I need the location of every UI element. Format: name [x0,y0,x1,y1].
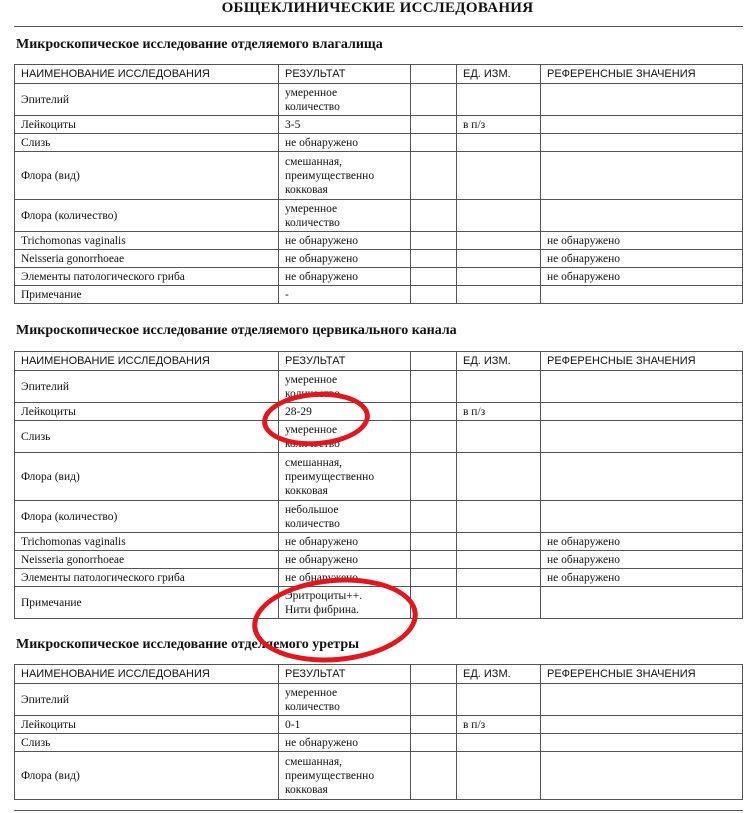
unit-value [457,200,541,232]
blank-cell [411,569,457,587]
reference-value [541,403,743,421]
table-row [15,232,743,250]
table-row [15,152,743,200]
unit-value: в п/з [457,403,541,421]
reference-value: не обнаружено [541,250,743,268]
unit-value [457,551,541,569]
header-name: НАИМЕНОВАНИЕ ИССЛЕДОВАНИЯ [15,352,279,371]
header-blank [411,665,457,684]
blank-cell [411,752,457,800]
vaginal-results-table [14,64,743,304]
table-row [15,716,743,734]
test-name: Примечание [15,286,279,304]
header-unit: ЕД. ИЗМ. [457,352,541,371]
result-value: умеренное количество [279,421,411,453]
test-name: Примечание [15,587,279,619]
result-value: не обнаружено [279,569,411,587]
blank-cell [411,734,457,752]
test-name: Элементы патологического гриба [15,268,279,286]
table-row [15,200,743,232]
blank-cell [411,533,457,551]
result-value: Эритроциты++. Нити фибрина. [279,587,411,619]
table-row [15,501,743,533]
cervical-results-table [14,351,743,619]
table-row [15,569,743,587]
reference-value [541,152,743,200]
result-value: не обнаружено [279,533,411,551]
test-name: Лейкоциты [15,403,279,421]
unit-value [457,587,541,619]
reference-value [541,752,743,800]
bottom-rule [14,810,743,811]
result-value: небольшое количество [279,501,411,533]
result-value: умеренное количество [279,684,411,716]
result-value: умеренное количество [279,84,411,116]
test-name: Neisseria gonorrhoeae [15,551,279,569]
section-title-urethral: Микроскопическое исследование отделяемого уретры [16,637,360,652]
result-value: не обнаружено [279,268,411,286]
test-name: Флора (вид) [15,152,279,200]
table-row [15,734,743,752]
test-name: Флора (количество) [15,200,279,232]
unit-value [457,268,541,286]
header-blank [411,352,457,371]
table-row [15,403,743,421]
result-value: 28-29 [279,403,411,421]
unit-value [457,371,541,403]
unit-value [457,84,541,116]
header-name: НАИМЕНОВАНИЕ ИССЛЕДОВАНИЯ [15,665,279,684]
table-row [15,453,743,501]
unit-value [457,286,541,304]
unit-value: в п/з [457,716,541,734]
result-value: смешанная, преимущественно кокковая [279,152,411,200]
blank-cell [411,268,457,286]
reference-value [541,84,743,116]
reference-value [541,200,743,232]
unit-value [457,569,541,587]
table-row [15,587,743,619]
reference-value [541,134,743,152]
result-value: 0-1 [279,716,411,734]
blank-cell [411,152,457,200]
result-value: не обнаружено [279,250,411,268]
blank-cell [411,84,457,116]
unit-value [457,421,541,453]
header-result: РЕЗУЛЬТАТ [279,352,411,371]
table-row [15,533,743,551]
test-name: Слизь [15,421,279,453]
blank-cell [411,286,457,304]
header-name: НАИМЕНОВАНИЕ ИССЛЕДОВАНИЯ [15,65,279,84]
header-result: РЕЗУЛЬТАТ [279,65,411,84]
reference-value [541,286,743,304]
unit-value [457,250,541,268]
result-value: смешанная, преимущественно кокковая [279,752,411,800]
header-ref: РЕФЕРЕНСНЫЕ ЗНАЧЕНИЯ [541,352,743,371]
table-header-row [15,352,743,371]
table-row [15,371,743,403]
unit-value [457,533,541,551]
table-header-row [15,65,743,84]
reference-value [541,453,743,501]
test-name: Флора (вид) [15,453,279,501]
table-row [15,268,743,286]
table-row [15,250,743,268]
blank-cell [411,684,457,716]
test-name: Neisseria gonorrhoeae [15,250,279,268]
reference-value: не обнаружено [541,551,743,569]
result-value: смешанная, преимущественно кокковая [279,453,411,501]
test-name: Элементы патологического гриба [15,569,279,587]
table-header-row [15,665,743,684]
reference-value [541,734,743,752]
test-name: Лейкоциты [15,716,279,734]
test-name: Эпителий [15,84,279,116]
unit-value [457,752,541,800]
unit-value [457,152,541,200]
reference-value [541,684,743,716]
blank-cell [411,250,457,268]
reference-value [541,371,743,403]
table-row [15,286,743,304]
reference-value: не обнаружено [541,533,743,551]
result-value: не обнаружено [279,134,411,152]
test-name: Эпителий [15,371,279,403]
blank-cell [411,232,457,250]
header-unit: ЕД. ИЗМ. [457,65,541,84]
unit-value [457,734,541,752]
reference-value [541,587,743,619]
test-name: Trichomonas vaginalis [15,533,279,551]
blank-cell [411,371,457,403]
blank-cell [411,716,457,734]
section-title-cervical: Микроскопическое исследование отделяемого цервикального канала [16,323,457,338]
blank-cell [411,134,457,152]
reference-value [541,716,743,734]
test-name: Флора (количество) [15,501,279,533]
test-name: Слизь [15,734,279,752]
blank-cell [411,403,457,421]
table-row [15,116,743,134]
reference-value: не обнаружено [541,569,743,587]
test-name: Флора (вид) [15,752,279,800]
result-value: не обнаружено [279,551,411,569]
unit-value: в п/з [457,116,541,134]
table-row [15,684,743,716]
table-row [15,752,743,800]
header-ref: РЕФЕРЕНСНЫЕ ЗНАЧЕНИЯ [541,665,743,684]
blank-cell [411,200,457,232]
reference-value [541,501,743,533]
reference-value [541,116,743,134]
reference-value: не обнаружено [541,232,743,250]
test-name: Trichomonas vaginalis [15,232,279,250]
header-blank [411,65,457,84]
unit-value [457,232,541,250]
unit-value [457,684,541,716]
reference-value [541,421,743,453]
unit-value [457,453,541,501]
test-name: Эпителий [15,684,279,716]
title-rule [14,26,743,27]
result-value: не обнаружено [279,734,411,752]
blank-cell [411,453,457,501]
table-row [15,551,743,569]
header-result: РЕЗУЛЬТАТ [279,665,411,684]
header-unit: ЕД. ИЗМ. [457,665,541,684]
blank-cell [411,116,457,134]
result-value: умеренное количество [279,200,411,232]
urethral-results-table [14,664,743,800]
result-value: не обнаружено [279,232,411,250]
table-row [15,134,743,152]
test-name: Лейкоциты [15,116,279,134]
unit-value [457,134,541,152]
blank-cell [411,501,457,533]
blank-cell [411,551,457,569]
blank-cell [411,587,457,619]
result-value: умеренное количество [279,371,411,403]
blank-cell [411,421,457,453]
table-row [15,421,743,453]
result-value: - [279,286,411,304]
reference-value: не обнаружено [541,268,743,286]
unit-value [457,501,541,533]
page-title: ОБЩЕКЛИНИЧЕСКИЕ ИССЛЕДОВАНИЯ [221,0,534,16]
test-name: Слизь [15,134,279,152]
section-title-vaginal: Микроскопическое исследование отделяемого влагалища [16,37,383,52]
header-ref: РЕФЕРЕНСНЫЕ ЗНАЧЕНИЯ [541,65,743,84]
table-row [15,84,743,116]
result-value: 3-5 [279,116,411,134]
